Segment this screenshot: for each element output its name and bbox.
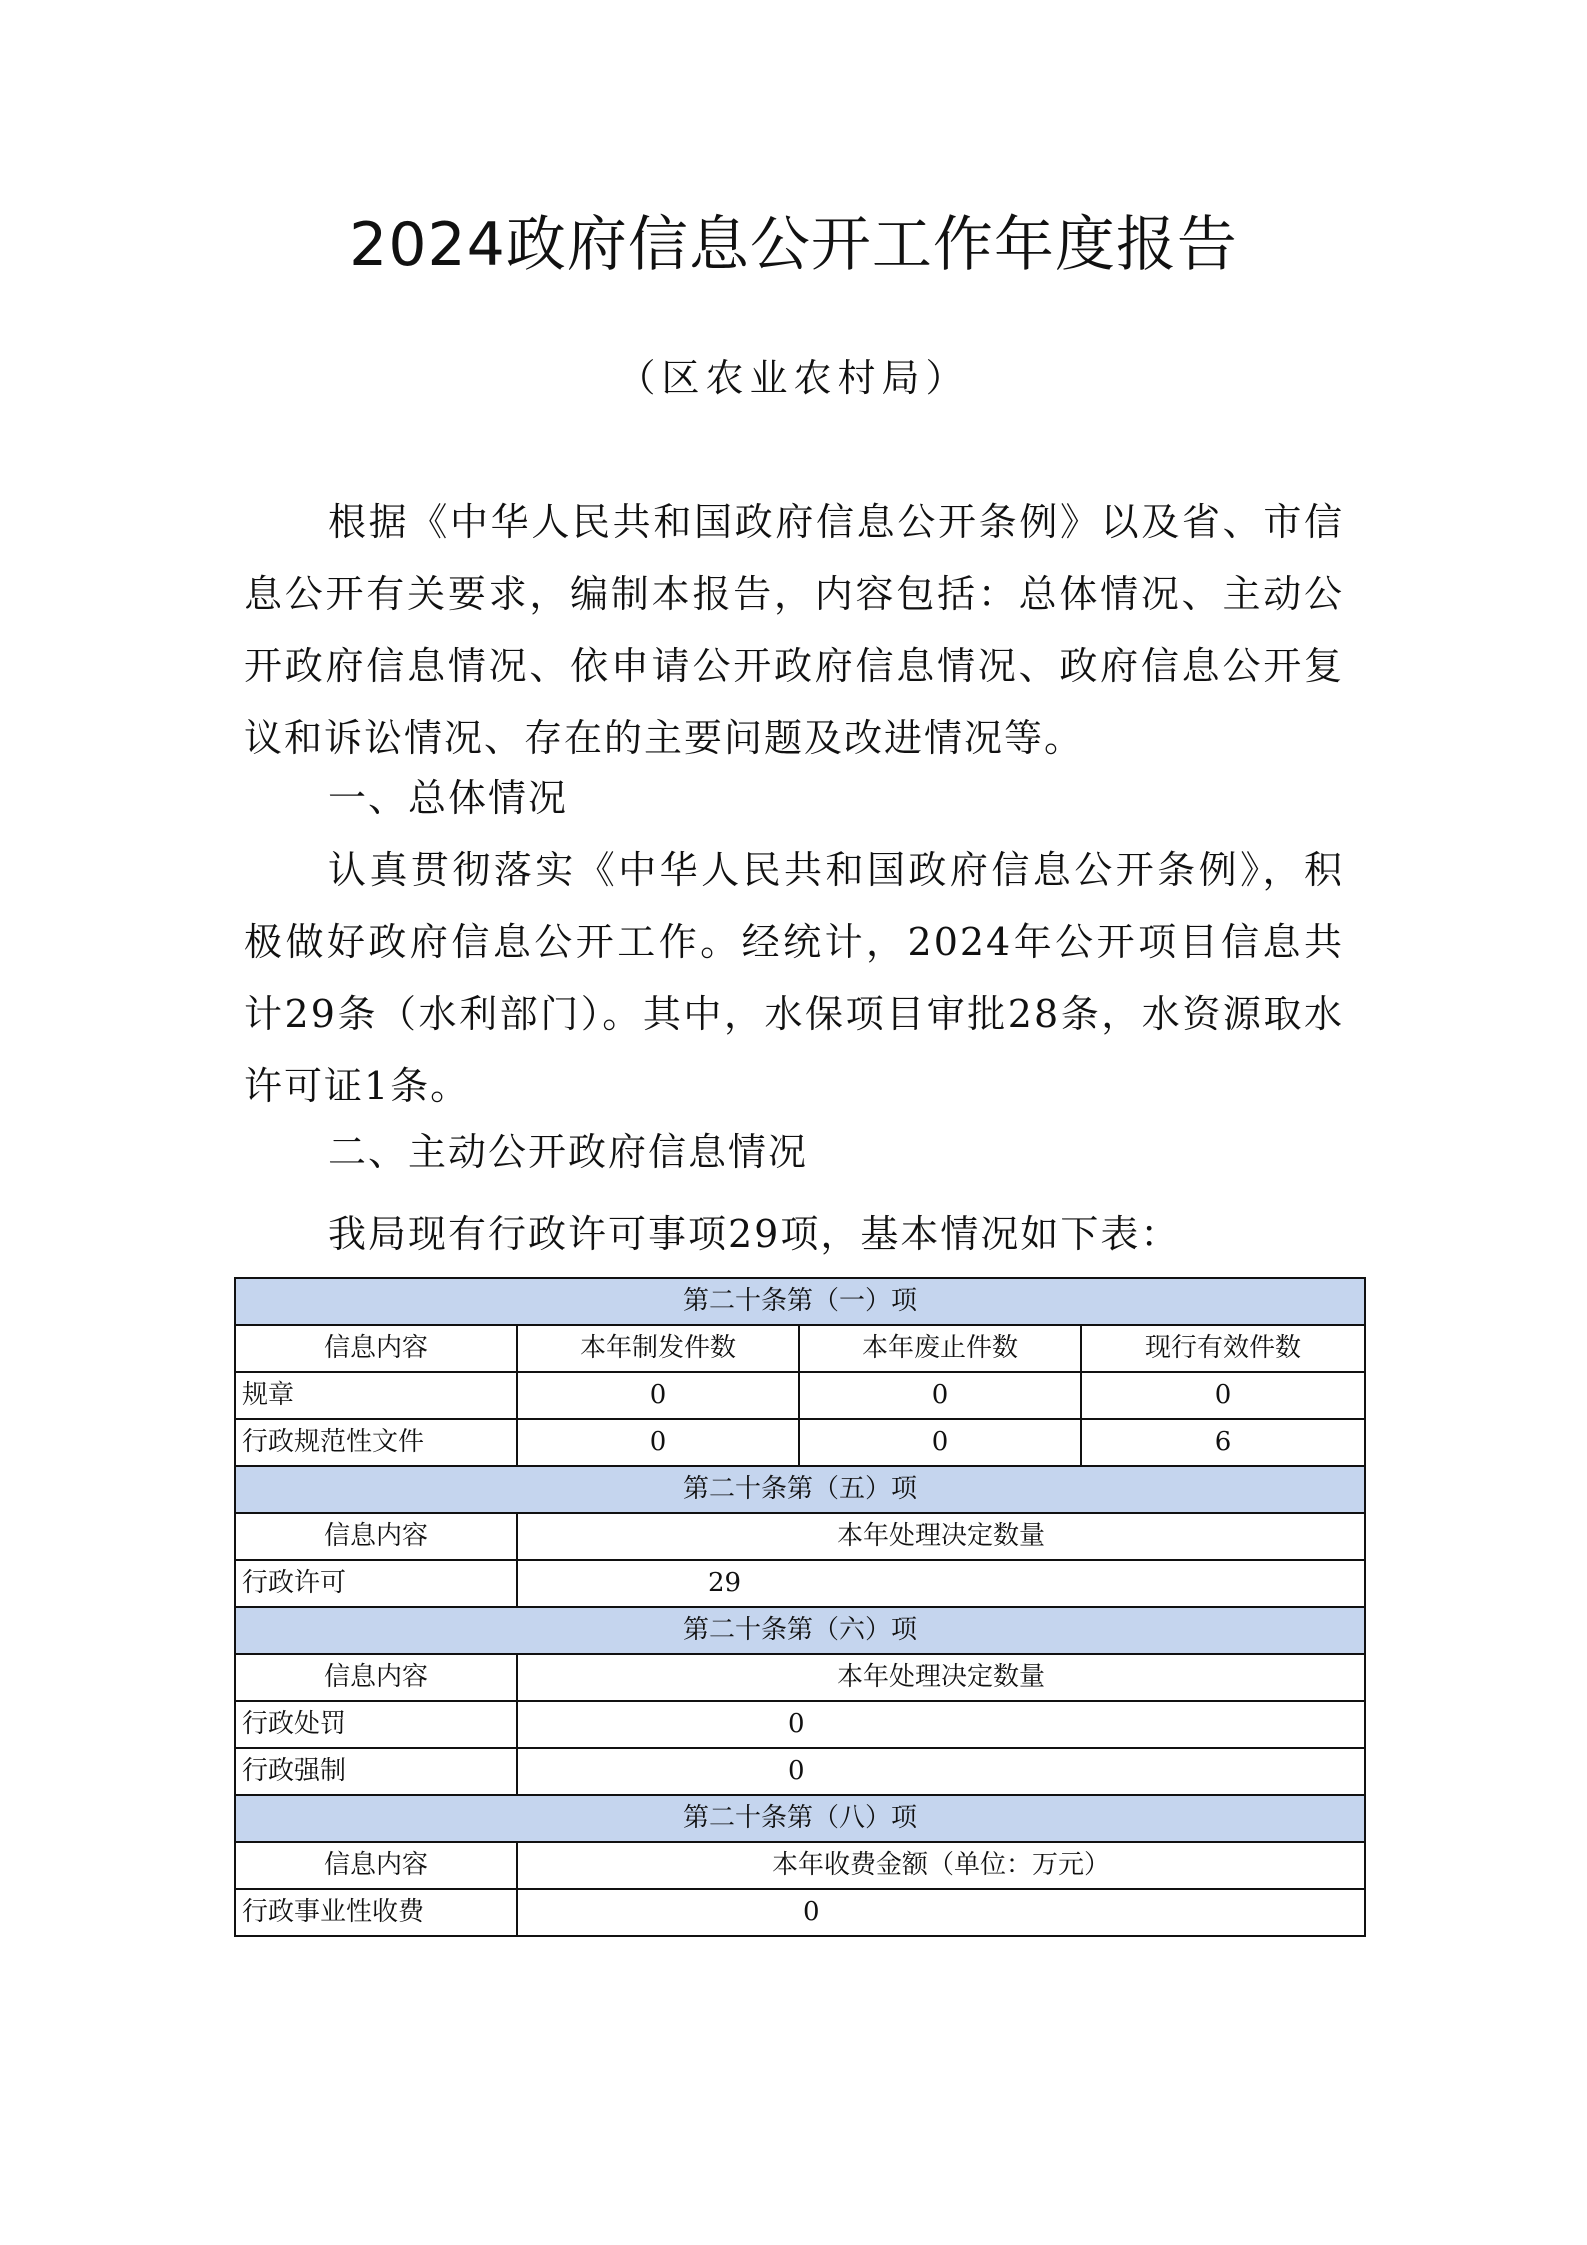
section1-paragraph: 认真贯彻落实《中华人民共和国政府信息公开条例》，积极做好政府信息公开工作。经统计，2024年公开项目信息共计29条（水利部门）。其中，水保项目审批28条，水资源取水许可证1条。: [244, 848, 1344, 1108]
section-heading-cell: 第二十条第（六）项: [235, 1607, 1365, 1654]
value-cell: 0: [517, 1419, 799, 1466]
row-label-cell: 行政规范性文件: [235, 1419, 517, 1466]
table-row: [235, 1748, 1365, 1795]
table-row: [235, 1701, 1365, 1748]
table-header-row: [235, 1513, 1365, 1560]
report-title: 2024政府信息公开工作年度报告: [349, 210, 1238, 280]
section1-heading: 一、总体情况: [328, 776, 569, 820]
value-cell: 0: [517, 1701, 1365, 1748]
header-cell: 信息内容: [235, 1325, 517, 1372]
table-section-row: [235, 1795, 1365, 1842]
row-label-cell: 行政强制: [235, 1748, 517, 1795]
section2-heading: 二、主动公开政府信息情况: [328, 1130, 809, 1174]
intro-paragraph: 根据《中华人民共和国政府信息公开条例》以及省、市信息公开有关要求，编制本报告，内容包括：总体情况、主动公开政府信息情况、依申请公开政府信息情况、政府信息公开复议和诉讼情况、存在的主要问题及改进情况等。: [244, 500, 1344, 760]
header-cell: 信息内容: [235, 1513, 517, 1560]
row-label-cell: 行政许可: [235, 1560, 517, 1607]
header-cell: 本年制发件数: [517, 1325, 799, 1372]
row-label-cell: 规章: [235, 1372, 517, 1419]
section-heading-cell: 第二十条第（五）项: [235, 1466, 1365, 1513]
table-header-row: [235, 1654, 1365, 1701]
section2-paragraph: 我局现有行政许可事项29项，基本情况如下表：: [328, 1212, 1181, 1256]
table-row: [235, 1889, 1365, 1936]
report-subtitle: （区农业农村局）: [617, 356, 970, 400]
value-cell: 0: [799, 1419, 1081, 1466]
header-cell: 现行有效件数: [1081, 1325, 1365, 1372]
table-header-row: [235, 1325, 1365, 1372]
table-row: [235, 1419, 1365, 1466]
header-cell: 信息内容: [235, 1842, 517, 1889]
disclosure-table: [234, 1277, 1366, 1937]
row-label-cell: 行政事业性收费: [235, 1889, 517, 1936]
header-cell: 本年废止件数: [799, 1325, 1081, 1372]
header-cell: 本年收费金额（单位：万元）: [517, 1842, 1365, 1889]
header-cell: 本年处理决定数量: [517, 1513, 1365, 1560]
header-cell: 本年处理决定数量: [517, 1654, 1365, 1701]
table-row: [235, 1372, 1365, 1419]
table-section-row: [235, 1607, 1365, 1654]
header-cell: 信息内容: [235, 1654, 517, 1701]
table-row: [235, 1560, 1365, 1607]
value-cell: 29: [517, 1560, 1365, 1607]
table-section-row: [235, 1278, 1365, 1325]
table-section-row: [235, 1466, 1365, 1513]
value-cell: 0: [517, 1372, 799, 1419]
value-cell: 0: [517, 1748, 1365, 1795]
row-label-cell: 行政处罚: [235, 1701, 517, 1748]
value-cell: 0: [1081, 1372, 1365, 1419]
section-heading-cell: 第二十条第（八）项: [235, 1795, 1365, 1842]
table-header-row: [235, 1842, 1365, 1889]
value-cell: 0: [517, 1889, 1365, 1936]
value-cell: 6: [1081, 1419, 1365, 1466]
value-cell: 0: [799, 1372, 1081, 1419]
section-heading-cell: 第二十条第（一）项: [235, 1278, 1365, 1325]
